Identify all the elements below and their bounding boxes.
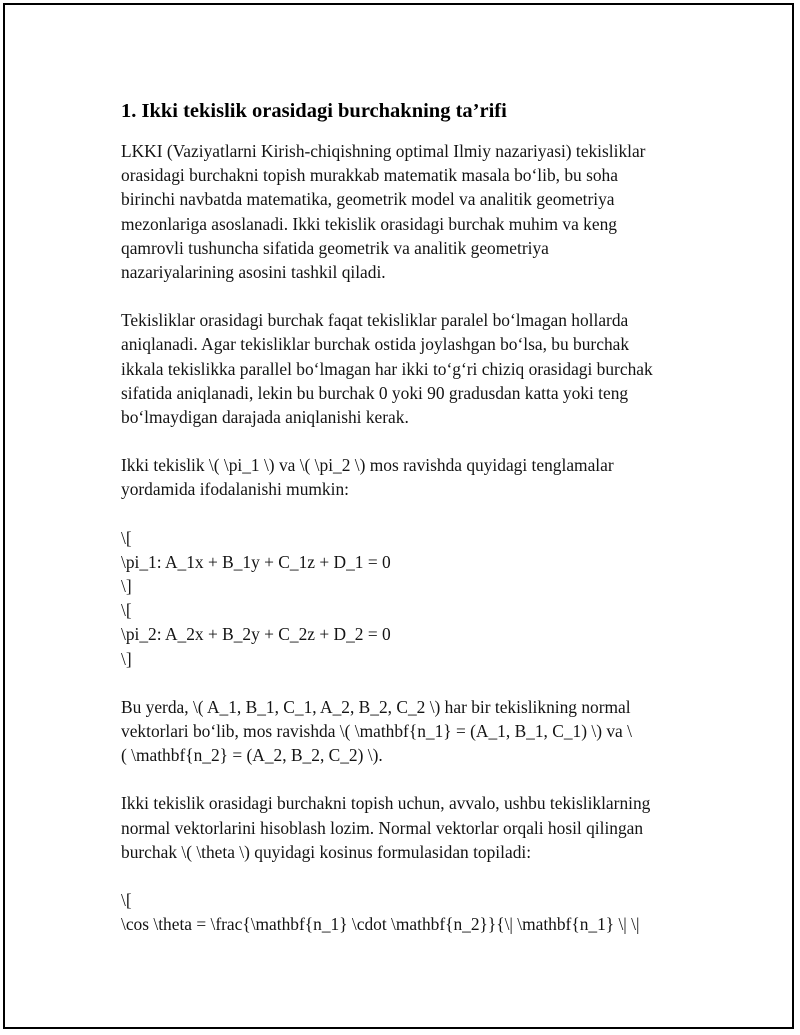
cosine-formula-block: \[ \cos \theta = \frac{\mathbf{n_1} \cdot \mathbf{n_2}}{\| \mathbf{n_1} \| \| bbox=[121, 890, 640, 935]
plane-equations-block: \[ \pi_1: A_1x + B_1y + C_1z + D_1 = 0 \] \[ \pi_2: A_2x + B_2y + C_2z + D_2 = 0 \] bbox=[121, 527, 391, 669]
paragraph-normal-vectors: Bu yerda, \( A_1, B_1, C_1, A_2, B_2, C_2 \) har bir tekislikning normal vektorlari bo‘lib, mos ravishda \( \mathbf{n_1} = (A_1, B_1, C_1) \) va \ ( \mathbf{n_2} = (A_2, B_2, C_2) \). bbox=[121, 696, 632, 766]
document-body bbox=[121, 97, 693, 960]
paragraph-angle-definition: Tekisliklar orasidagi burchak faqat tekisliklar paralel bo‘lmagan hollarda aniqlanadi. Agar tekisliklar burchak ostida joylashgan bo‘lsa, bu burchak ikkala tekislikka parallel bo‘lmagan har ikki to‘g‘ri chiziq orasidagi burchak sifatida aniqlanadi, lekin bu burchak 0 yoki 90 gradusdan katta yoki teng bo‘lmaydigan darajada aniqlanishi kerak. bbox=[121, 310, 653, 428]
paragraph-plane-equations-intro: Ikki tekislik \( \pi_1 \) va \( \pi_2 \) mos ravishda quyidagi tenglamalar yordamida ifodalanishi mumkin: bbox=[121, 455, 614, 500]
section-heading: 1. Ikki tekislik orasidagi burchakning ta’rifi bbox=[121, 100, 507, 122]
paragraph-cosine-formula-intro: Ikki tekislik orasidagi burchakni topish uchun, avvalo, ushbu tekisliklarning normal vektorlarini hisoblash lozim. Normal vektorlar orqali hosil qilingan burchak \( \theta \) quyidagi kosinus formulasidan topiladi: bbox=[121, 793, 651, 862]
paragraph-intro: LKKI (Vaziyatlarni Kirish-chiqishning optimal Ilmiy nazariyasi) tekisliklar orasidagi burchakni topish murakkab matematik masala bo‘lib, bu soha birinchi navbatda matematika, geometrik model va analitik geometriya mezonlariga asoslanadi. Ikki tekislik orasidagi burchak muhim va keng qamrovli tushuncha sifatida geometrik va analitik geometriya nazariyalarining asosini tashkil qiladi. bbox=[121, 141, 646, 283]
page-frame bbox=[3, 3, 794, 1029]
